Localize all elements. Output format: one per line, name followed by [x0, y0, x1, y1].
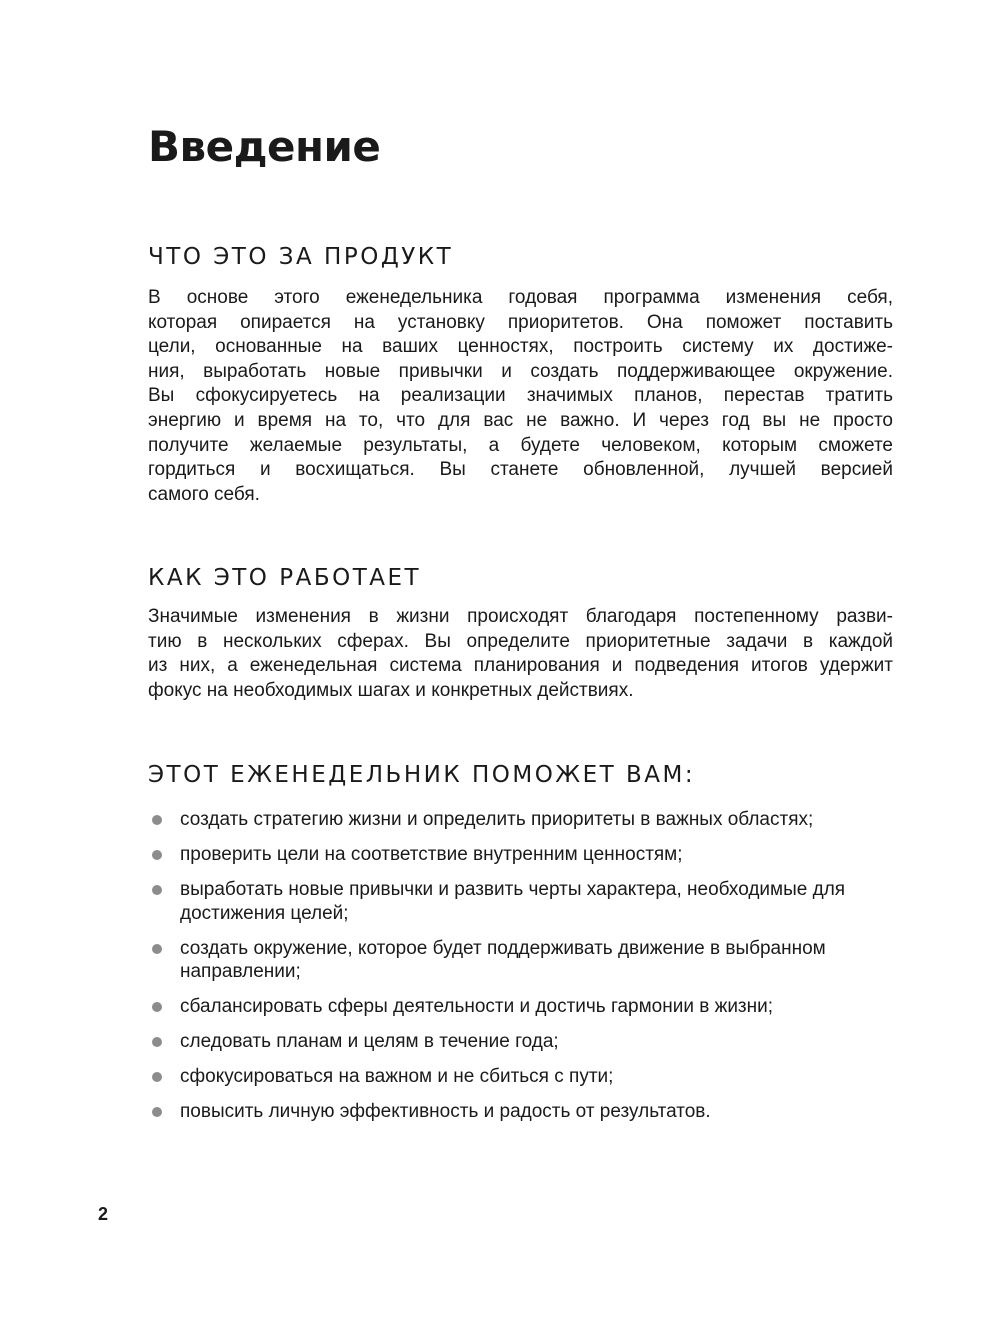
bullet-dot-icon: [152, 1002, 162, 1012]
list-item: [148, 1030, 893, 1054]
list-item-text: выработать новые привычки и развить черты характера, необходимые для достижения целей;: [180, 879, 846, 924]
text-line: ния, выработать новые привычки и создать поддерживающее окружение.: [148, 360, 893, 382]
list-item-text: проверить цели на соответствие внутренним ценностям;: [180, 844, 683, 865]
text-line: из них, а еженедельная система планирования и подведения итогов удержит: [148, 655, 893, 677]
list-item-text: создать стратегию жизни и определить приоритеты в важных областях;: [180, 809, 814, 830]
list-item: [148, 878, 893, 925]
text-line: фокус на необходимых шагах и конкретных действиях.: [148, 679, 634, 701]
list-item: [148, 808, 893, 832]
text-line: Значимые изменения в жизни происходят благодаря постепенному разви-: [148, 606, 893, 627]
list-item-text: сбалансировать сферы деятельности и достичь гармонии в жизни;: [180, 996, 774, 1017]
list-item-text: создать окружение, которое будет поддерживать движение в выбранном направлении;: [180, 937, 826, 982]
text-line: самого себя.: [148, 483, 260, 505]
list-item-text: следовать планам и целям в течение года;: [180, 1031, 559, 1052]
page-number: 2: [98, 1204, 109, 1224]
bullet-dot-icon: [152, 815, 162, 825]
list-item-text: повысить личную эффективность и радость от результатов.: [180, 1101, 711, 1122]
list-item: [148, 1065, 893, 1089]
bullet-dot-icon: [152, 1107, 162, 1117]
list-item: [148, 937, 893, 984]
bullet-dot-icon: [152, 944, 162, 954]
list-item: [148, 843, 893, 867]
bullet-dot-icon: [152, 1072, 162, 1082]
list-item: [148, 1100, 893, 1124]
text-line: тию в нескольких сферах. Вы определите приоритетные задачи в каждой: [148, 630, 893, 652]
paragraph-product: [148, 286, 893, 507]
benefits-list: [148, 808, 893, 1135]
paragraph-how-it-works: [148, 605, 893, 703]
text-line: В основе этого еженедельника годовая программа изменения себя,: [148, 287, 893, 308]
page-title: Введение: [148, 122, 381, 171]
text-line: гордиться и восхищаться. Вы станете обновленной, лучшей версией: [148, 459, 893, 481]
text-line: которая опирается на установку приоритетов. Она поможет поставить: [148, 311, 893, 333]
text-line: Вы сфокусируетесь на реализации значимых планов, перестав тратить: [148, 385, 893, 407]
text-line: энергию и время на то, что для вас не важно. И через год вы не просто: [148, 409, 893, 431]
bullet-dot-icon: [152, 1037, 162, 1047]
bullet-dot-icon: [152, 885, 162, 895]
section-heading-how-it-works: КАК ЭТО РАБОТАЕТ: [148, 565, 422, 591]
bullet-dot-icon: [152, 850, 162, 860]
text-line: получите желаемые результаты, а будете человеком, которым сможете: [148, 434, 893, 456]
list-item-text: сфокусироваться на важном и не сбиться с пути;: [180, 1066, 614, 1087]
list-item: [148, 995, 893, 1019]
section-heading-product: ЧТО ЭТО ЗА ПРОДУКТ: [148, 244, 454, 270]
text-line: цели, основанные на ваших ценностях, построить систему их достиже-: [148, 336, 893, 358]
section-heading-benefits: ЭТОТ ЕЖЕНЕДЕЛЬНИК ПОМОЖЕТ ВАМ:: [148, 762, 696, 788]
